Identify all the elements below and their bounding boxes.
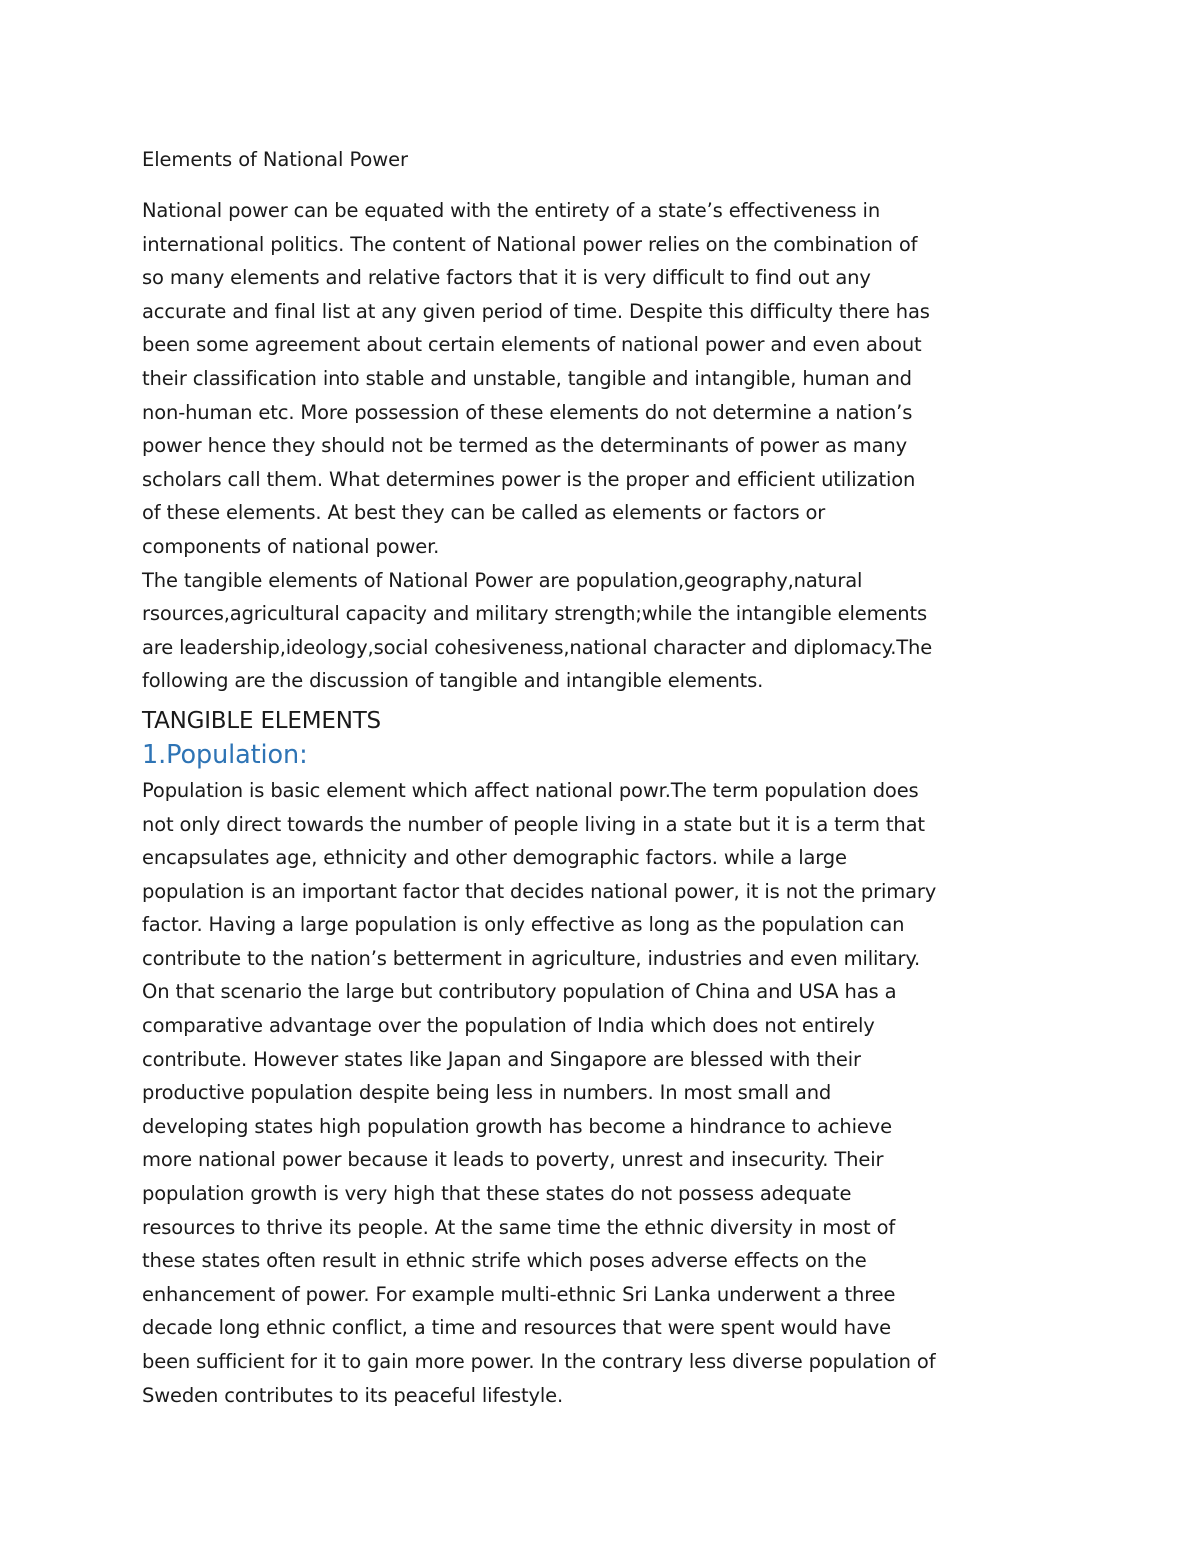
paragraph-line: Population is basic element which affect national powr.The term population does <box>142 778 919 802</box>
paragraph-line: been sufficient for it to gain more power. In the contrary less diverse population of <box>142 1350 936 1373</box>
paragraph-line: productive population despite being less in numbers. In most small and <box>142 1081 832 1105</box>
paragraph-line: more national power because it leads to poverty, unrest and insecurity. Their <box>142 1148 884 1172</box>
paragraph-line: resources to thrive its people. At the same time the ethnic diversity in most of <box>142 1215 896 1239</box>
subsection-heading-population: 1.Population: <box>142 739 308 770</box>
paragraph-line: not only direct towards the number of people living in a state but it is a term that <box>142 812 925 836</box>
paragraph-line: their classification into stable and unstable, tangible and intangible, human and <box>142 366 912 390</box>
paragraph-line: enhancement of power. For example multi-ethnic Sri Lanka underwent a three <box>142 1282 896 1306</box>
paragraph-line: National power can be equated with the entirety of a state’s effectiveness in <box>142 199 881 222</box>
paragraph-line: contribute. However states like Japan and Singapore are blessed with their <box>142 1047 861 1071</box>
paragraph-line: been some agreement about certain elements of national power and even about <box>142 333 922 357</box>
tangible-intro-paragraph <box>142 564 1072 698</box>
paragraph-line: comparative advantage over the population of India which does not entirely <box>142 1014 875 1038</box>
paragraph-line: developing states high population growth has become a hindrance to achieve <box>142 1114 892 1138</box>
paragraph-line: power hence they should not be termed as the determinants of power as many <box>142 434 908 458</box>
paragraph-line: On that scenario the large but contributory population of China and USA has a <box>142 980 897 1004</box>
intro-paragraph <box>142 194 1072 564</box>
paragraph-line: international politics. The content of National power relies on the combination of <box>142 232 918 256</box>
document-body <box>142 143 1072 1412</box>
paragraph-line: population growth is very high that these states do not possess adequate <box>142 1182 852 1206</box>
paragraph-line: decade long ethnic conflict, a time and resources that were spent would have <box>142 1316 892 1340</box>
paragraph-line: rsources,agricultural capacity and military strength;while the intangible elements <box>142 602 928 626</box>
paragraph-line: are leadership,ideology,social cohesiveness,national character and diplomacy.The <box>142 635 933 659</box>
paragraph-line: of these elements. At best they can be called as elements or factors or <box>142 501 826 525</box>
paragraph-line: so many elements and relative factors that it is very difficult to find out any <box>142 266 871 290</box>
paragraph-line: accurate and final list at any given period of time. Despite this difficulty there has <box>142 299 930 323</box>
paragraph-line: factor. Having a large population is only effective as long as the population can <box>142 913 905 937</box>
paragraph-line: scholars call them. What determines power is the proper and efficient utilization <box>142 467 916 491</box>
section-heading-tangible-elements: TANGIBLE ELEMENTS <box>142 707 381 734</box>
paragraph-line: Sweden contributes to its peaceful lifestyle. <box>142 1383 564 1407</box>
paragraph-line: following are the discussion of tangible and intangible elements. <box>142 669 764 693</box>
paragraph-line: population is an important factor that decides national power, it is not the primary <box>142 879 937 903</box>
paragraph-line: components of national power. <box>142 534 440 558</box>
paragraph-line: non-human etc. More possession of these elements do not determine a nation’s <box>142 400 913 424</box>
paragraph-line: encapsulates age, ethnicity and other demographic factors. while a large <box>142 846 847 870</box>
document-title: Elements of National Power <box>142 148 408 171</box>
paragraph-line: The tangible elements of National Power are population,geography,natural <box>142 568 863 592</box>
population-paragraph <box>142 774 1072 1412</box>
paragraph-line: these states often result in ethnic strife which poses adverse effects on the <box>142 1249 867 1273</box>
paragraph-line: contribute to the nation’s betterment in agriculture, industries and even military. <box>142 946 921 970</box>
